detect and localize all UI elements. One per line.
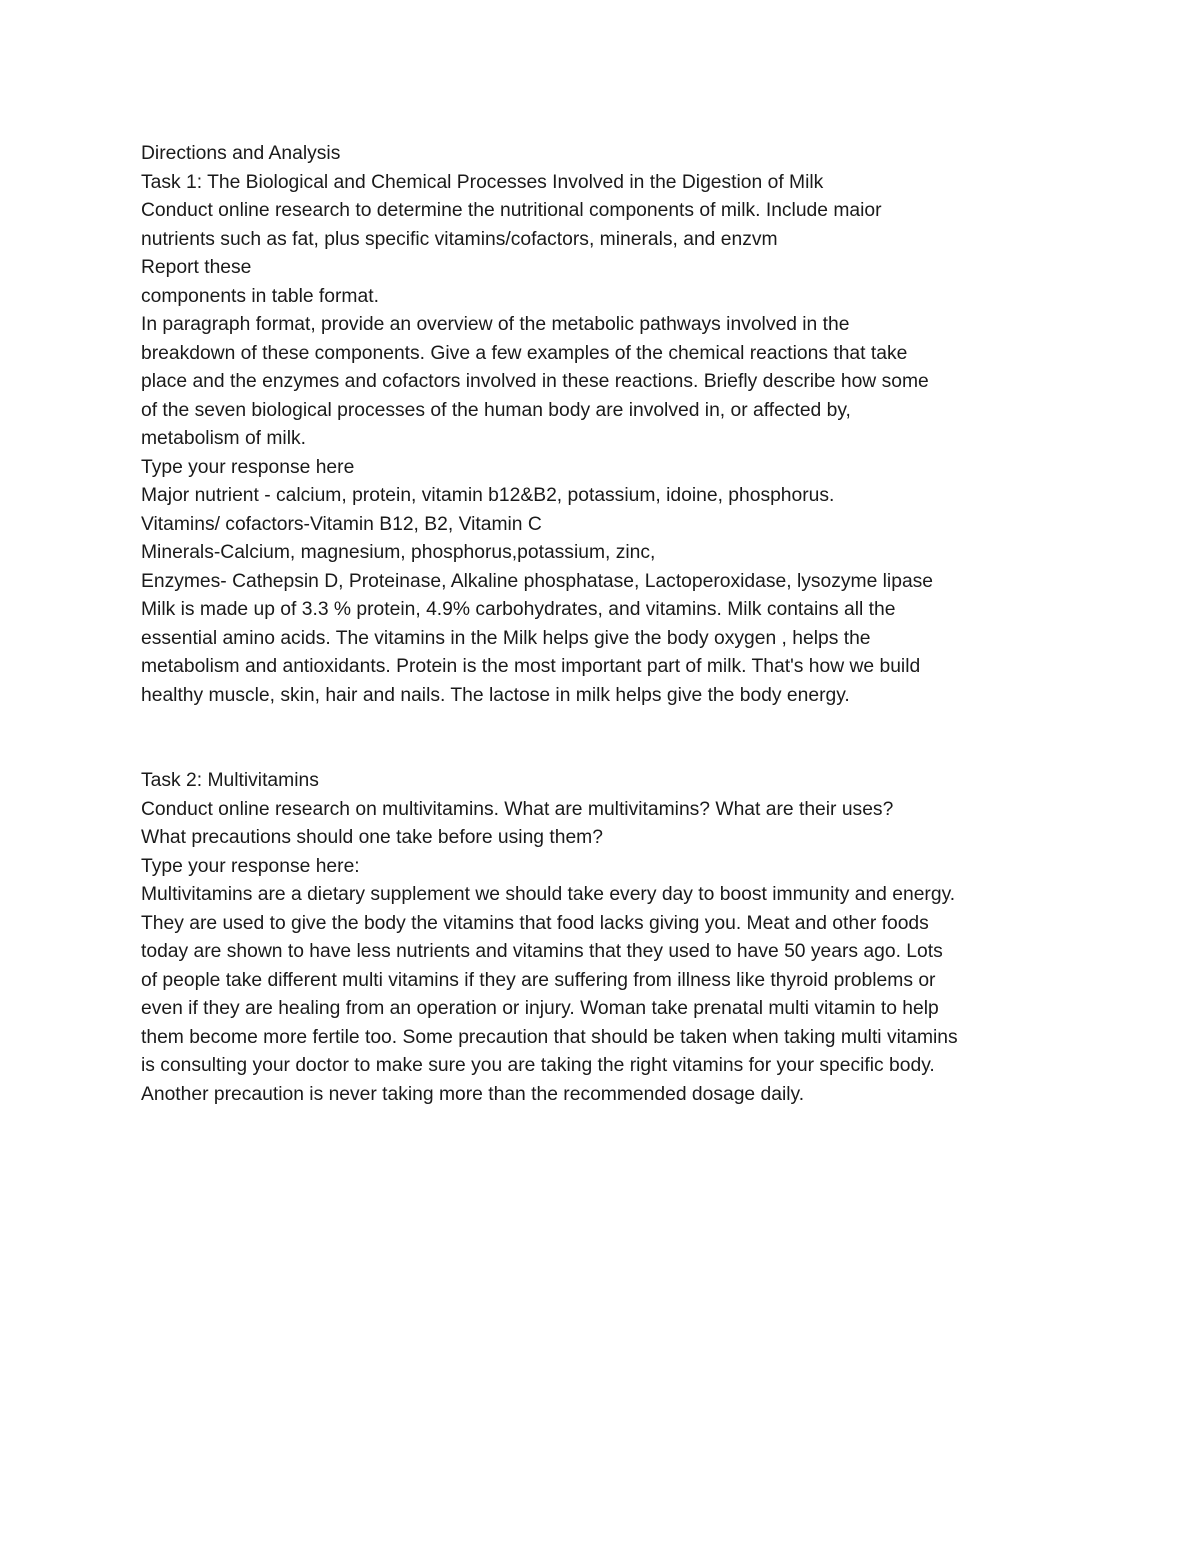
document-body xyxy=(141,140,1101,1109)
text-line: even if they are healing from an operation or injury. Woman take prenatal multi vitamin to help xyxy=(141,998,939,1019)
text-line: them become more fertile too. Some precaution that should be taken when taking multi vitamins xyxy=(141,1026,958,1048)
text-line: Conduct online research on multivitamins. What are multivitamins? What are their uses? xyxy=(141,798,894,820)
text-line: is consulting your doctor to make sure you are taking the right vitamins for your specific body. xyxy=(141,1055,935,1076)
text-line: metabolism of milk. xyxy=(141,428,307,449)
text-line: Milk is made up of 3.3 % protein, 4.9% carbohydrates, and vitamins. Milk contains all the xyxy=(141,599,896,620)
text-line: Minerals-Calcium, magnesium, phosphorus,potassium, zinc, xyxy=(141,542,656,563)
text-line: In paragraph format, provide an overview of the metabolic pathways involved in the xyxy=(141,314,850,335)
text-line: nutrients such as fat, plus specific vitamins/cofactors, minerals, and enzvm xyxy=(141,228,778,250)
text-line: Conduct online research to determine the nutritional components of milk. Include maior xyxy=(141,200,882,221)
text-line: What precautions should one take before using them? xyxy=(141,827,603,848)
task-1-title: Task 1: The Biological and Chemical Processes Involved in the Digestion of Milk xyxy=(141,171,824,193)
text-line: Another precaution is never taking more than the recommended dosage daily. xyxy=(141,1083,805,1105)
response-prompt: Type your response here xyxy=(141,456,355,478)
text-line: Major nutrient - calcium, protein, vitamin b12&B2, potassium, idoine, phosphorus. xyxy=(141,485,835,506)
text-line: breakdown of these components. Give a few examples of the chemical reactions that take xyxy=(141,342,908,364)
text-line: healthy muscle, skin, hair and nails. The lactose in milk helps give the body energy. xyxy=(141,684,850,706)
text-line: components in table format. xyxy=(141,285,379,307)
text-line: of people take different multi vitamins if they are suffering from illness like thyroid problems or xyxy=(141,969,936,991)
task-2-title: Task 2: Multivitamins xyxy=(141,770,319,791)
text-line: metabolism and antioxidants. Protein is the most important part of milk. That's how we build xyxy=(141,656,921,677)
text-line: place and the enzymes and cofactors involved in these reactions. Briefly describe how some xyxy=(141,371,929,392)
response-prompt: Type your response here: xyxy=(141,855,360,877)
text-line: Report these xyxy=(141,257,252,278)
text-line: today are shown to have less nutrients and vitamins that they used to have 50 years ago. Lots xyxy=(141,941,943,962)
text-line: They are used to give the body the vitamins that food lacks giving you. Meat and other foods xyxy=(141,912,929,934)
task-2-section xyxy=(141,767,1101,1109)
text-line: Multivitamins are a dietary supplement we should take every day to boost immunity and energy. xyxy=(141,884,956,905)
task-1-section xyxy=(141,140,1101,710)
heading-directions: Directions and Analysis xyxy=(141,143,341,164)
text-line: of the seven biological processes of the human body are involved in, or affected by, xyxy=(141,399,851,421)
text-line: Enzymes- Cathepsin D, Proteinase, Alkaline phosphatase, Lactoperoxidase, lysozyme lipase xyxy=(141,570,934,592)
text-line: essential amino acids. The vitamins in the Milk helps give the body oxygen , helps the xyxy=(141,627,871,649)
text-line: Vitamins/ cofactors-Vitamin B12, B2, Vitamin C xyxy=(141,513,542,535)
section-spacer xyxy=(141,710,1101,767)
